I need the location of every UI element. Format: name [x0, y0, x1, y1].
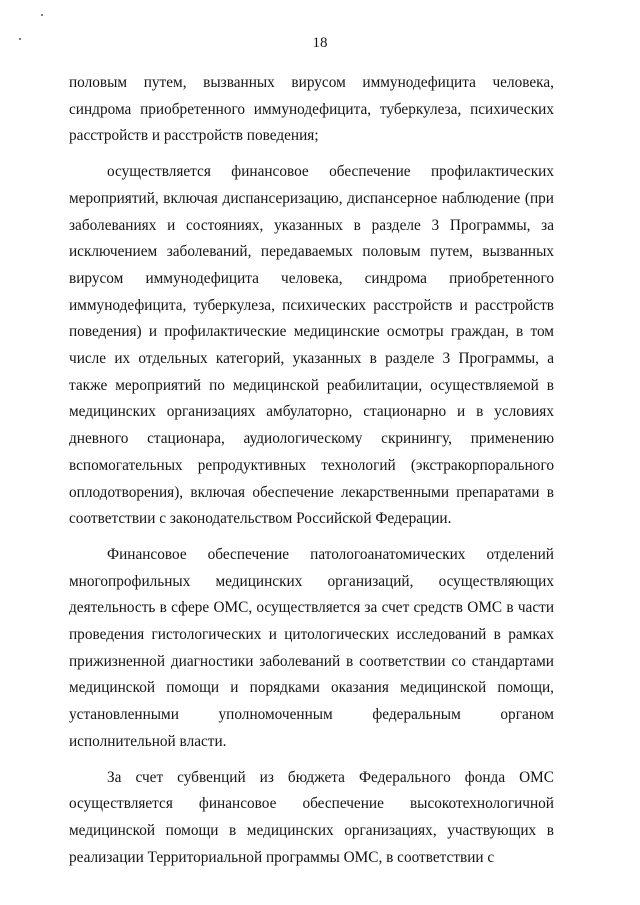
paragraph-continuation: половым путем, вызванных вирусом иммунодефицита человека, синдрома приобретенного иммунодефицита, туберкулеза, психических расстройств и расстройств поведения;: [69, 74, 554, 145]
document-body: [69, 70, 554, 871]
paragraph-subventions: За счет субвенций из бюджета Федерального фонда ОМС осуществляется финансовое обеспечение высокотехнологичной медицинской помощи в медицинских организациях, участвующих в реализации Территориальной программы ОМС, в соответствии с: [69, 768, 554, 866]
page-number: 18: [312, 35, 328, 51]
scan-speck: [41, 14, 43, 16]
paragraph-preventive-financing: осуществляется финансовое обеспечение профилактических мероприятий, включая диспансеризацию, диспансерное наблюдение (при заболеваниях и состояниях, указанных в разделе 3 Программы, за исключением заболеваний, передаваемых половым путем, вызванных вирусом иммунодефицита человека, синдрома приобретенного иммунодефицита, туберкулеза, психических расстройств и расстройств поведения) и профилактические медицинские осмотры граждан, в том числе их отдельных категорий, указанных в разделе 3 Программы, а также мероприятий по медицинской реабилитации, осуществляемой в медицинских организациях амбулаторно, стационарно и в условиях дневного стационара, аудиологическому скринингу, применению вспомогательных репродуктивных технологий (экстракорпорального оплодотворения), включая обеспечение лекарственными препаратами в соответствии с законодательством Российской Федерации.: [69, 163, 554, 528]
paragraph-pathology-departments: Финансовое обеспечение патологоанатомических отделений многопрофильных медицинских организаций, осуществляющих деятельность в сфере ОМС, осуществляется за счет средств ОМС в части проведения гистологических и цитологических исследований в рамках прижизненной диагностики заболеваний в соответствии со стандартами медицинской помощи и порядками оказания медицинской помощи, установленными уполномоченным федеральным органом исполнительной власти.: [69, 545, 554, 750]
